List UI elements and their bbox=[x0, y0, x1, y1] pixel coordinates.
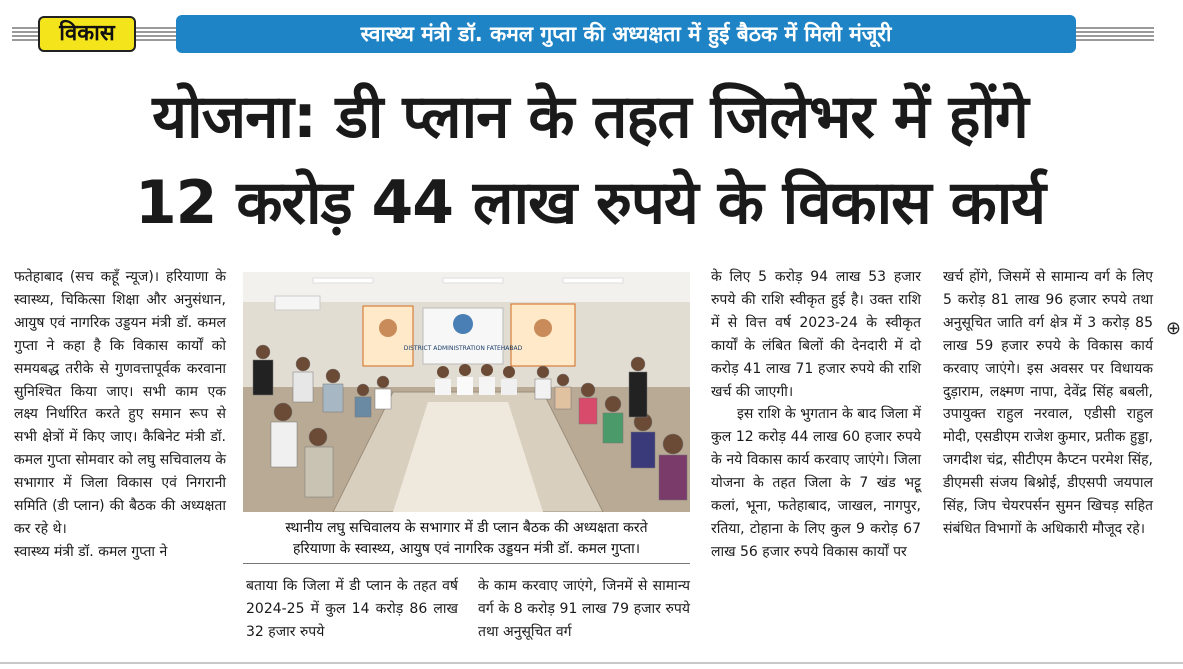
headline bbox=[10, 74, 1170, 246]
headline-line-1: योजना: डी प्लान के तहत जिलेभर में होंगे bbox=[152, 82, 1028, 152]
article-paragraph: खर्च होंगे, जिसमें से सामान्य वर्ग के लिए 5 करोड़ 81 लाख 96 हजार रुपये तथा अनुसूचित जाति वर्ग क्षेत्र में 3 करोड़ 85 लाख 59 हजार रुपये के विकास कार्य करवाए जाएंगे। इस अवसर पर विधायक दुड़ाराम, लक्ष्मण नापा, देवेंद्र सिंह बबली, उपायुक्त राहुल नरवाल, एडीसी राहुल मोदी, एसडीएम राजेश कुमार, प्रतीक हुड्डा, जगदीश चंद्र, सीटीएम कैप्टन परमेश सिंह, डीएमसी संजय बिश्नोई, डीएसपी जयपाल सिंह, जिप चेयरपर्सन सुमन खिचड़ सहित संबंधित विभागों के अधिकारी मौजूद रहे। bbox=[943, 269, 1153, 537]
banner-text: DISTRICT ADMINISTRATION FATEHABAD bbox=[403, 345, 523, 352]
section-tag: विकास bbox=[38, 16, 136, 52]
header-rule-mid bbox=[136, 27, 176, 41]
article-paragraph: स्वास्थ्य मंत्री डॉ. कमल गुप्ता ने bbox=[14, 543, 168, 560]
article-paragraph: बताया कि जिला में डी प्लान के तहत वर्ष 2024-25 में कुल 14 करोड़ 86 लाख 32 हजार रुपये bbox=[246, 578, 458, 640]
article-paragraph: इस राशि के भुगतान के बाद जिला में कुल 12 करोड़ 44 लाख 60 हजार रुपये के नये विकास कार्य करवाए जाएंगे। जिला योजना के तहत जिला के 7 खंड भट्टू कलां, भूना, फतेहाबाद, जाखल, नागपुर, रतिया, टोहाना के लिए कुल 9 करोड़ 67 लाख 56 हजार रुपये विकास कार्यों पर bbox=[711, 406, 921, 560]
page-bottom-rule bbox=[0, 662, 1183, 664]
photo-caption bbox=[243, 518, 690, 564]
kicker-banner: स्वास्थ्य मंत्री डॉ. कमल गुप्ता की अध्यक्षता में हुई बैठक में मिली मंजूरी bbox=[176, 15, 1076, 53]
article-column-2 bbox=[246, 575, 458, 644]
header-rule-left bbox=[12, 27, 38, 41]
crosshair-mark: ⊕ bbox=[1165, 318, 1181, 339]
article-column-4 bbox=[711, 266, 921, 564]
article-column-3 bbox=[478, 575, 690, 644]
meeting-photo-illustration bbox=[243, 272, 690, 512]
headline-line-2: 12 करोड़ 44 लाख रुपये के विकास कार्य bbox=[134, 168, 1046, 238]
article-paragraph: के काम करवाए जाएंगे, जिनमें से सामान्य वर्ग के 8 करोड़ 91 लाख 79 हजार रुपये तथा अनुसूचित वर्ग bbox=[478, 578, 690, 640]
header-rule-right bbox=[1076, 27, 1154, 41]
article-column-1 bbox=[14, 266, 226, 564]
article-column-5 bbox=[943, 266, 1153, 541]
article-paragraph: फतेहाबाद (सच कहूँ न्यूज)। हरियाणा के स्वास्थ्य, चिकित्सा शिक्षा और अनुसंधान, आयुष एवं नागरिक उड्डयन मंत्री डॉ. कमल गुप्ता ने कहा है कि विकास कार्यों को समयबद्ध तरीके से गुणवत्तापूर्वक करवाना सुनिश्चित किया जाए। सभी काम एक लक्ष्य निर्धारित करते हुए समान रूप से सभी क्षेत्रों में किए जाए। कैबिनेट मंत्री डॉ. कमल गुप्ता सोमवार को लघु सचिवालय के सभागार में जिला विकास एवं निगरानी समिति (डी प्लान) की बैठक की अध्यक्षता कर रहे थे। bbox=[14, 269, 226, 537]
caption-line-2: हरियाणा के स्वास्थ्य, आयुष एवं नागरिक उड्डयन मंत्री डॉ. कमल गुप्ता। bbox=[292, 541, 641, 557]
caption-line-1: स्थानीय लघु सचिवालय के सभागार में डी प्लान बैठक की अध्यक्षता करते bbox=[285, 520, 648, 536]
article-paragraph: के लिए 5 करोड़ 94 लाख 53 हजार रुपये की राशि स्वीकृत हुई है। उक्त राशि में से वित्त वर्ष 2023-24 के स्वीकृत कार्यों के लंबित बिलों की देनदारी में दो करोड़ 41 लाख 71 हजार रुपये की राशि खर्च की जाएगी। bbox=[711, 269, 921, 400]
meeting-photo bbox=[243, 272, 690, 512]
